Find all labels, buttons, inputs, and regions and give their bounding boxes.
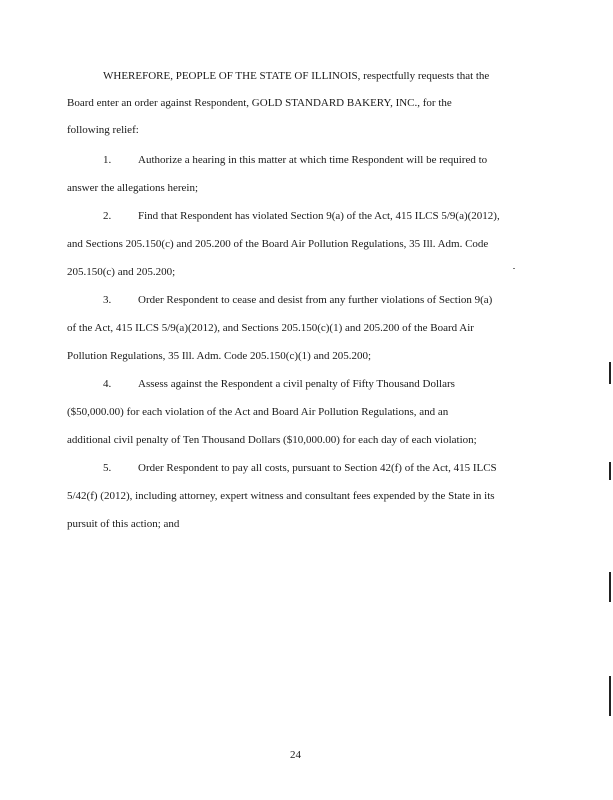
item-1-number: 1. [103,154,112,166]
item-4-number: 4. [103,378,112,390]
item-2-line-3: 205.150(c) and 205.200; [67,266,176,278]
item-5-line-2: 5/42(f) (2012), including attorney, expert witness and consultant fees expended by the State in its [67,490,495,502]
item-5-line-1: Order Respondent to pay all costs, pursuant to Section 42(f) of the Act, 415 ILCS [138,462,497,474]
item-4-line-3: additional civil penalty of Ten Thousand Dollars ($10,000.00) for each day of each violation; [67,434,477,446]
scan-edge-mark [609,572,611,602]
scan-edge-mark [609,462,611,480]
item-2-line-2: and Sections 205.150(c) and 205.200 of the Board Air Pollution Regulations, 35 Ill. Adm. Code [67,238,489,250]
item-4-line-1: Assess against the Respondent a civil penalty of Fifty Thousand Dollars [138,378,455,390]
item-5-line-3: pursuit of this action; and [67,518,180,530]
item-3-line-2: of the Act, 415 ILCS 5/9(a)(2012), and Sections 205.150(c)(1) and 205.200 of the Board Air [67,322,474,334]
item-3-number: 3. [103,294,112,306]
item-5-number: 5. [103,462,112,474]
intro-line-3: following relief: [67,124,139,136]
intro-line-1: WHEREFORE, PEOPLE OF THE STATE OF ILLINOIS, respectfully requests that the [103,70,490,82]
item-2-number: 2. [103,210,112,222]
intro-line-2: Board enter an order against Respondent, GOLD STANDARD BAKERY, INC., for the [67,97,452,109]
item-3-line-3: Pollution Regulations, 35 Ill. Adm. Code 205.150(c)(1) and 205.200; [67,350,372,362]
scan-speck [513,268,515,269]
item-2-line-1: Find that Respondent has violated Section 9(a) of the Act, 415 ILCS 5/9(a)(2012), [138,210,500,222]
page-number: 24 [290,749,301,761]
item-4-line-2: ($50,000.00) for each violation of the Act and Board Air Pollution Regulations, and an [67,406,449,418]
item-1-line-2: answer the allegations herein; [67,182,199,194]
item-1-line-1: Authorize a hearing in this matter at which time Respondent will be required to [138,154,488,166]
item-3-line-1: Order Respondent to cease and desist from any further violations of Section 9(a) [138,294,493,306]
scan-edge-mark [609,676,611,716]
scan-edge-mark [609,362,611,384]
